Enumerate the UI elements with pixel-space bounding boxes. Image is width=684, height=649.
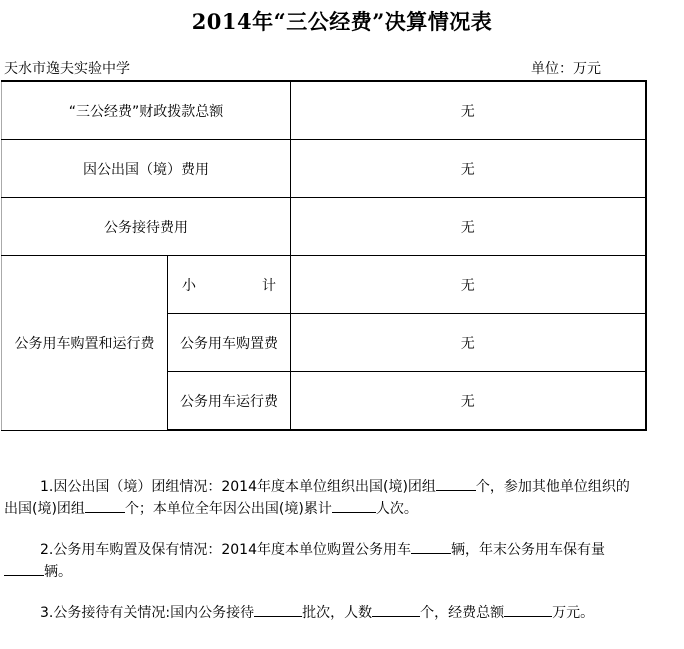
row-label: 因公出国（境）费用 [2,140,291,198]
note-abroad [4,476,640,520]
fill-blank [436,476,476,491]
note-text: 批次，人数 [302,605,373,621]
fill-blank [411,539,451,554]
row-value: 无 [291,256,646,314]
fill-blank [332,498,376,513]
row-label: “三公经费”财政拨款总额 [2,81,291,140]
note-text: 个，参加其他单位组织的出国(境)团组 [4,479,630,517]
note-text: 人次。 [375,501,418,517]
row-value: 无 [291,314,646,372]
note-text: 个，经费总额 [420,605,505,621]
note-text: 辆。 [44,564,72,580]
table-row-total [2,81,646,140]
row-value: 无 [291,372,646,431]
organization-name: 天水市逸夫实验中学 [4,61,130,77]
fill-blank [85,498,125,513]
note-vehicle [4,539,640,583]
page-title: 2014年“三公经费”决算情况表 [191,9,493,34]
row-label: 公务用车购置费 [168,314,291,372]
notes-section [4,476,640,643]
subtotal-label [168,256,291,314]
row-label: 公务用车运行费 [168,372,291,431]
row-value: 无 [291,198,646,256]
table-row-subtotal [2,256,646,314]
unit-label: 单位：万元 [531,61,601,77]
table-row-reception [2,198,646,256]
expense-table [1,80,647,431]
table-row-abroad [2,140,646,198]
note-text: 1.因公出国（境）团组情况：2014年度本单位组织出国(境)团组 [40,479,436,495]
row-value: 无 [291,140,646,198]
subtotal-label-a: 小 [182,277,196,294]
fill-blank [4,561,44,576]
row-value: 无 [291,81,646,140]
vehicle-group-label: 公务用车购置和运行费 [2,256,168,431]
note-reception [4,602,640,624]
note-text: 2.公务用车购置及保有情况：2014年度本单位购置公务用车 [40,542,411,558]
row-label: 公务接待费用 [2,198,291,256]
note-text: 辆，年末公务用车保有量 [451,542,605,558]
note-text: 3.公务接待有关情况:国内公务接待 [40,605,255,621]
note-text: 万元。 [552,605,595,621]
note-text: 个；本单位全年因公出国(境)累计 [124,501,332,517]
fill-blank [254,602,302,617]
fill-blank [504,602,552,617]
fill-blank [372,602,420,617]
subtotal-label-b: 计 [262,277,276,294]
